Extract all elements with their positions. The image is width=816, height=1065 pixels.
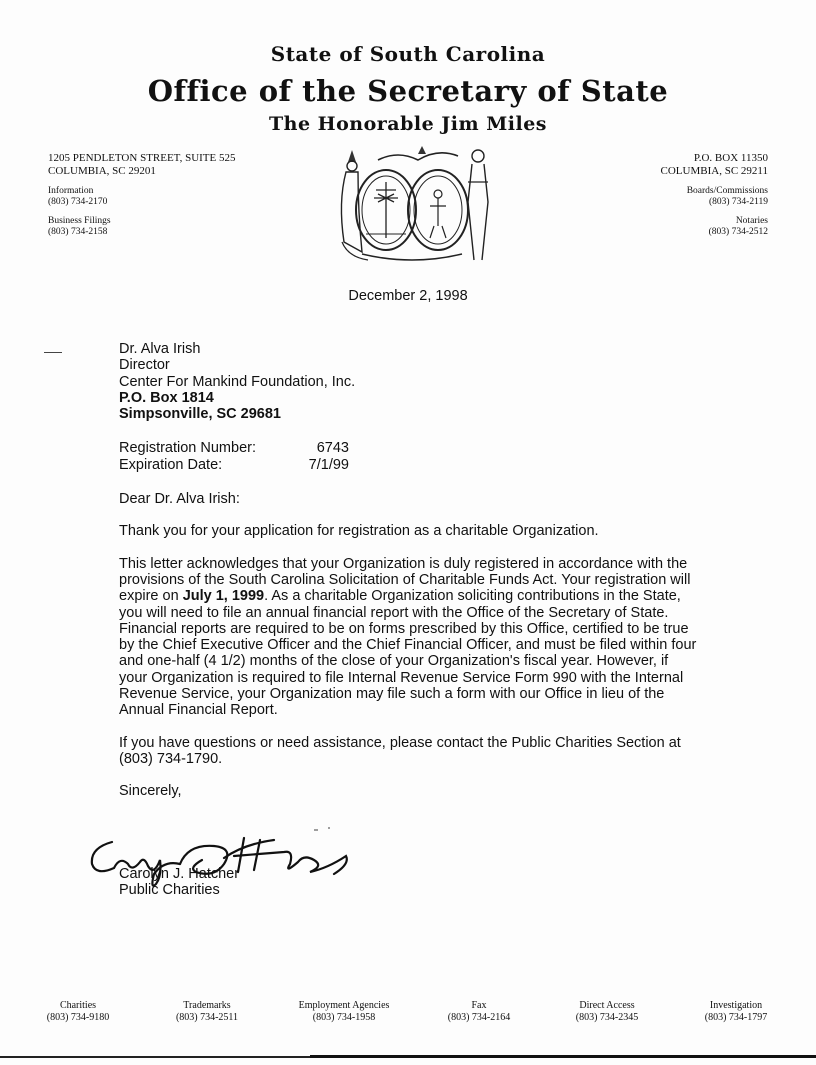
information-phone: (803) 734-2170 — [48, 197, 108, 207]
right-address-block — [661, 152, 768, 238]
signer-block — [119, 866, 239, 899]
footer-investigation — [705, 1000, 768, 1024]
registration-number-row — [119, 440, 699, 456]
state-seal-icon — [318, 142, 498, 266]
footer-phone: (803) 734-1797 — [704, 1012, 768, 1023]
street-address: 1205 PENDLETON STREET, SUITE 525 — [48, 152, 236, 164]
footer-employment-agencies — [299, 1000, 390, 1024]
footer-label: Direct Access — [579, 1000, 635, 1011]
header-office: Office of the Secretary of State — [147, 74, 669, 108]
footer-contacts — [0, 1000, 816, 1030]
recipient-title: Director — [119, 357, 170, 374]
footer-label: Investigation — [709, 1000, 763, 1011]
notaries-label: Notaries — [735, 216, 768, 226]
paragraph-3: If you have questions or need assistance, please contact the Public Charities Section at (803) 734-1790. — [119, 734, 681, 767]
recipient-address2: Simpsonville, SC 29681 — [119, 406, 281, 423]
registration-number-value: 6743 — [316, 440, 349, 457]
footer-label: Trademarks — [183, 1000, 231, 1011]
expiration-date-label: Expiration Date: — [119, 456, 223, 473]
information-label: Information — [48, 186, 94, 196]
footer-label: Employment Agencies — [298, 1000, 390, 1011]
header-secretary: The Honorable Jim Miles — [269, 113, 547, 135]
paragraph-2-text-a: This letter acknowledges that your Organization is duly registered in accordance with the provisions of the South Carolina Solicitation of Charitable Funds Act. Your registration will expire on — [119, 555, 691, 605]
expiration-date-bold: July 1, 1999 — [182, 588, 265, 605]
recipient-address1: P.O. Box 1814 — [119, 389, 214, 406]
po-box: P.O. BOX 11350 — [693, 152, 768, 164]
footer-phone: (803) 734-2511 — [175, 1012, 239, 1023]
city-address: COLUMBIA, SC 29201 — [48, 165, 156, 177]
footer-charities — [47, 1000, 110, 1024]
footer-phone: (803) 734-2164 — [447, 1012, 511, 1023]
signer-department: Public Charities — [119, 882, 220, 899]
paragraph-1: Thank you for your application for registration as a charitable Organization. — [119, 523, 599, 540]
paragraph-2-text-b: . As a charitable Organization soliciting contributions in the State, you will need to file an annual financial report with the Office of the Secretary of State. Financial reports are required to be on forms prescribed by this Office, certified to be true by the Chief Executive Officer and the Chief Financial Officer, and must be filed within four and one-half (4 1/2) months of the close of your Organization's fiscal year. However, if your Organization is required to file Internal Revenue Service Form 990 with the Internal Revenue Service, your Organization may file such a form with our Office in lieu of the Annual Financial Report. — [119, 588, 697, 719]
signer-name: Carolyn J. Hatcher — [119, 866, 240, 882]
left-address-block — [48, 152, 236, 238]
bottom-rule-thick — [310, 1055, 816, 1058]
letter-date: December 2, 1998 — [348, 288, 468, 304]
notaries-phone: (803) 734-2512 — [708, 227, 768, 237]
footer-label: Fax — [471, 1000, 487, 1011]
salutation: Dear Dr. Alva Irish: — [119, 491, 240, 508]
footer-trademarks — [176, 1000, 238, 1024]
expiration-date-row — [119, 457, 699, 473]
header-state: State of South Carolina — [270, 42, 546, 66]
recipient-org: Center For Mankind Foundation, Inc. — [119, 373, 356, 390]
business-filings-phone: (803) 734-2158 — [48, 227, 108, 237]
expiration-date-value: 7/1/99 — [308, 456, 349, 473]
closing: Sincerely, — [119, 783, 182, 800]
boards-phone: (803) 734-2119 — [708, 197, 768, 207]
po-city: COLUMBIA, SC 29211 — [660, 165, 768, 177]
boards-label: Boards/Commissions — [686, 186, 768, 196]
footer-fax — [448, 1000, 511, 1024]
footer-phone: (803) 734-9180 — [46, 1012, 110, 1023]
footer-phone: (803) 734-2345 — [575, 1012, 639, 1023]
footer-phone: (803) 734-1958 — [312, 1012, 376, 1023]
footer-label: Charities — [59, 1000, 97, 1011]
letter-body — [119, 341, 699, 800]
registration-number-label: Registration Number: — [119, 440, 256, 457]
footer-direct-access — [576, 1000, 639, 1024]
recipient-name: Dr. Alva Irish — [119, 341, 201, 357]
margin-mark — [44, 352, 62, 353]
business-filings-label: Business Filings — [48, 216, 111, 226]
paragraph-2 — [119, 556, 699, 719]
